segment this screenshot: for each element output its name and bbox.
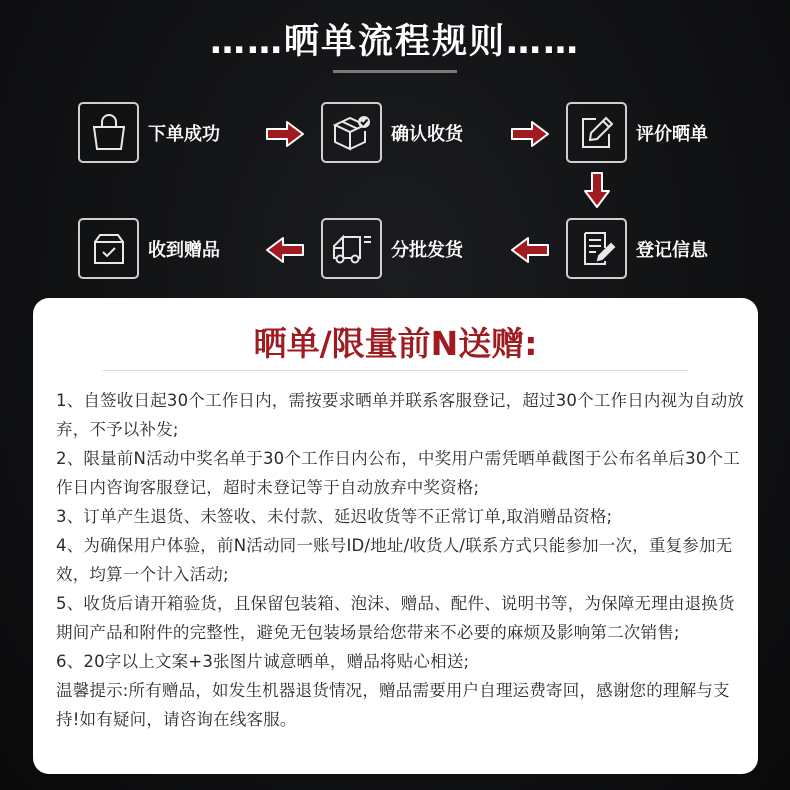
step-icon-box	[78, 102, 139, 163]
arrow-left-icon	[265, 237, 305, 263]
rule-item: 4、为确保用户体验，前N活动同一账号ID/地址/收货人/联系方式只能参加一次，重复参加无效，均算一个计入活动;	[56, 536, 733, 584]
package-check-icon	[330, 111, 374, 155]
step-icon-box	[566, 218, 627, 279]
step-icon-box	[321, 102, 382, 163]
step-review	[566, 102, 708, 163]
step-icon-box	[566, 102, 627, 163]
gift-box-check-icon	[88, 228, 130, 270]
divider	[103, 370, 688, 371]
step-label: 收到赠品	[148, 239, 220, 261]
rule-item: 温馨提示:所有赠品，如发生机器退货情况，赠品需要用户自理运费寄回，感谢您的理解与支持!如有疑问，请咨询在线客服。	[56, 681, 730, 729]
step-label: 登记信息	[636, 239, 708, 261]
rule-item: 3、订单产生退货、未签收、未付款、延迟收货等不正常订单,取消赠品资格;	[56, 507, 613, 526]
step-icon-box	[78, 218, 139, 279]
step-batch-shipping	[321, 218, 463, 279]
step-label: 下单成功	[148, 123, 220, 145]
card-title: 晒单/限量前N送赠:	[253, 324, 538, 363]
arrow-right-icon	[510, 121, 550, 147]
step-label: 评价晒单	[636, 123, 708, 145]
step-confirm-receipt	[321, 102, 463, 163]
arrow-right-icon	[265, 121, 305, 147]
rules-list	[56, 386, 746, 734]
rule-item: 1、自签收日起30个工作日内，需按要求晒单并联系客服登记，超过30个工作日内视为自动放弃，不予以补发;	[56, 391, 745, 439]
arrow-left-icon	[510, 237, 550, 263]
rule-item: 5、收货后请开箱验货，且保留包装箱、泡沫、赠品、配件、说明书等，为保障无理由退换货期间产品和附件的完整性，避免无包装场景给您带来不必要的麻烦及影响第二次销售;	[56, 594, 735, 642]
rule-item: 6、20字以上文案+3张图片诚意晒单，赠品将贴心相送;	[56, 652, 470, 671]
step-icon-box	[321, 218, 382, 279]
step-label: 分批发货	[391, 239, 463, 261]
title-underline	[333, 70, 457, 73]
shopping-bag-icon	[88, 112, 130, 154]
step-order-success	[78, 102, 220, 163]
rules-card	[33, 298, 758, 774]
step-register-info	[566, 218, 708, 279]
form-pen-icon	[576, 228, 618, 270]
step-label: 确认收货	[391, 123, 463, 145]
delivery-truck-icon	[329, 228, 375, 270]
arrow-down-icon	[584, 171, 610, 209]
page-title: ……晒单流程规则……	[209, 22, 580, 62]
edit-pen-icon	[576, 112, 618, 154]
rule-item: 2、限量前N活动中奖名单于30个工作日内公布，中奖用户需凭晒单截图于公布名单后30个工作日内咨询客服登记，超时未登记等于自动放弃中奖资格;	[56, 449, 740, 497]
step-receive-gift	[78, 218, 220, 279]
